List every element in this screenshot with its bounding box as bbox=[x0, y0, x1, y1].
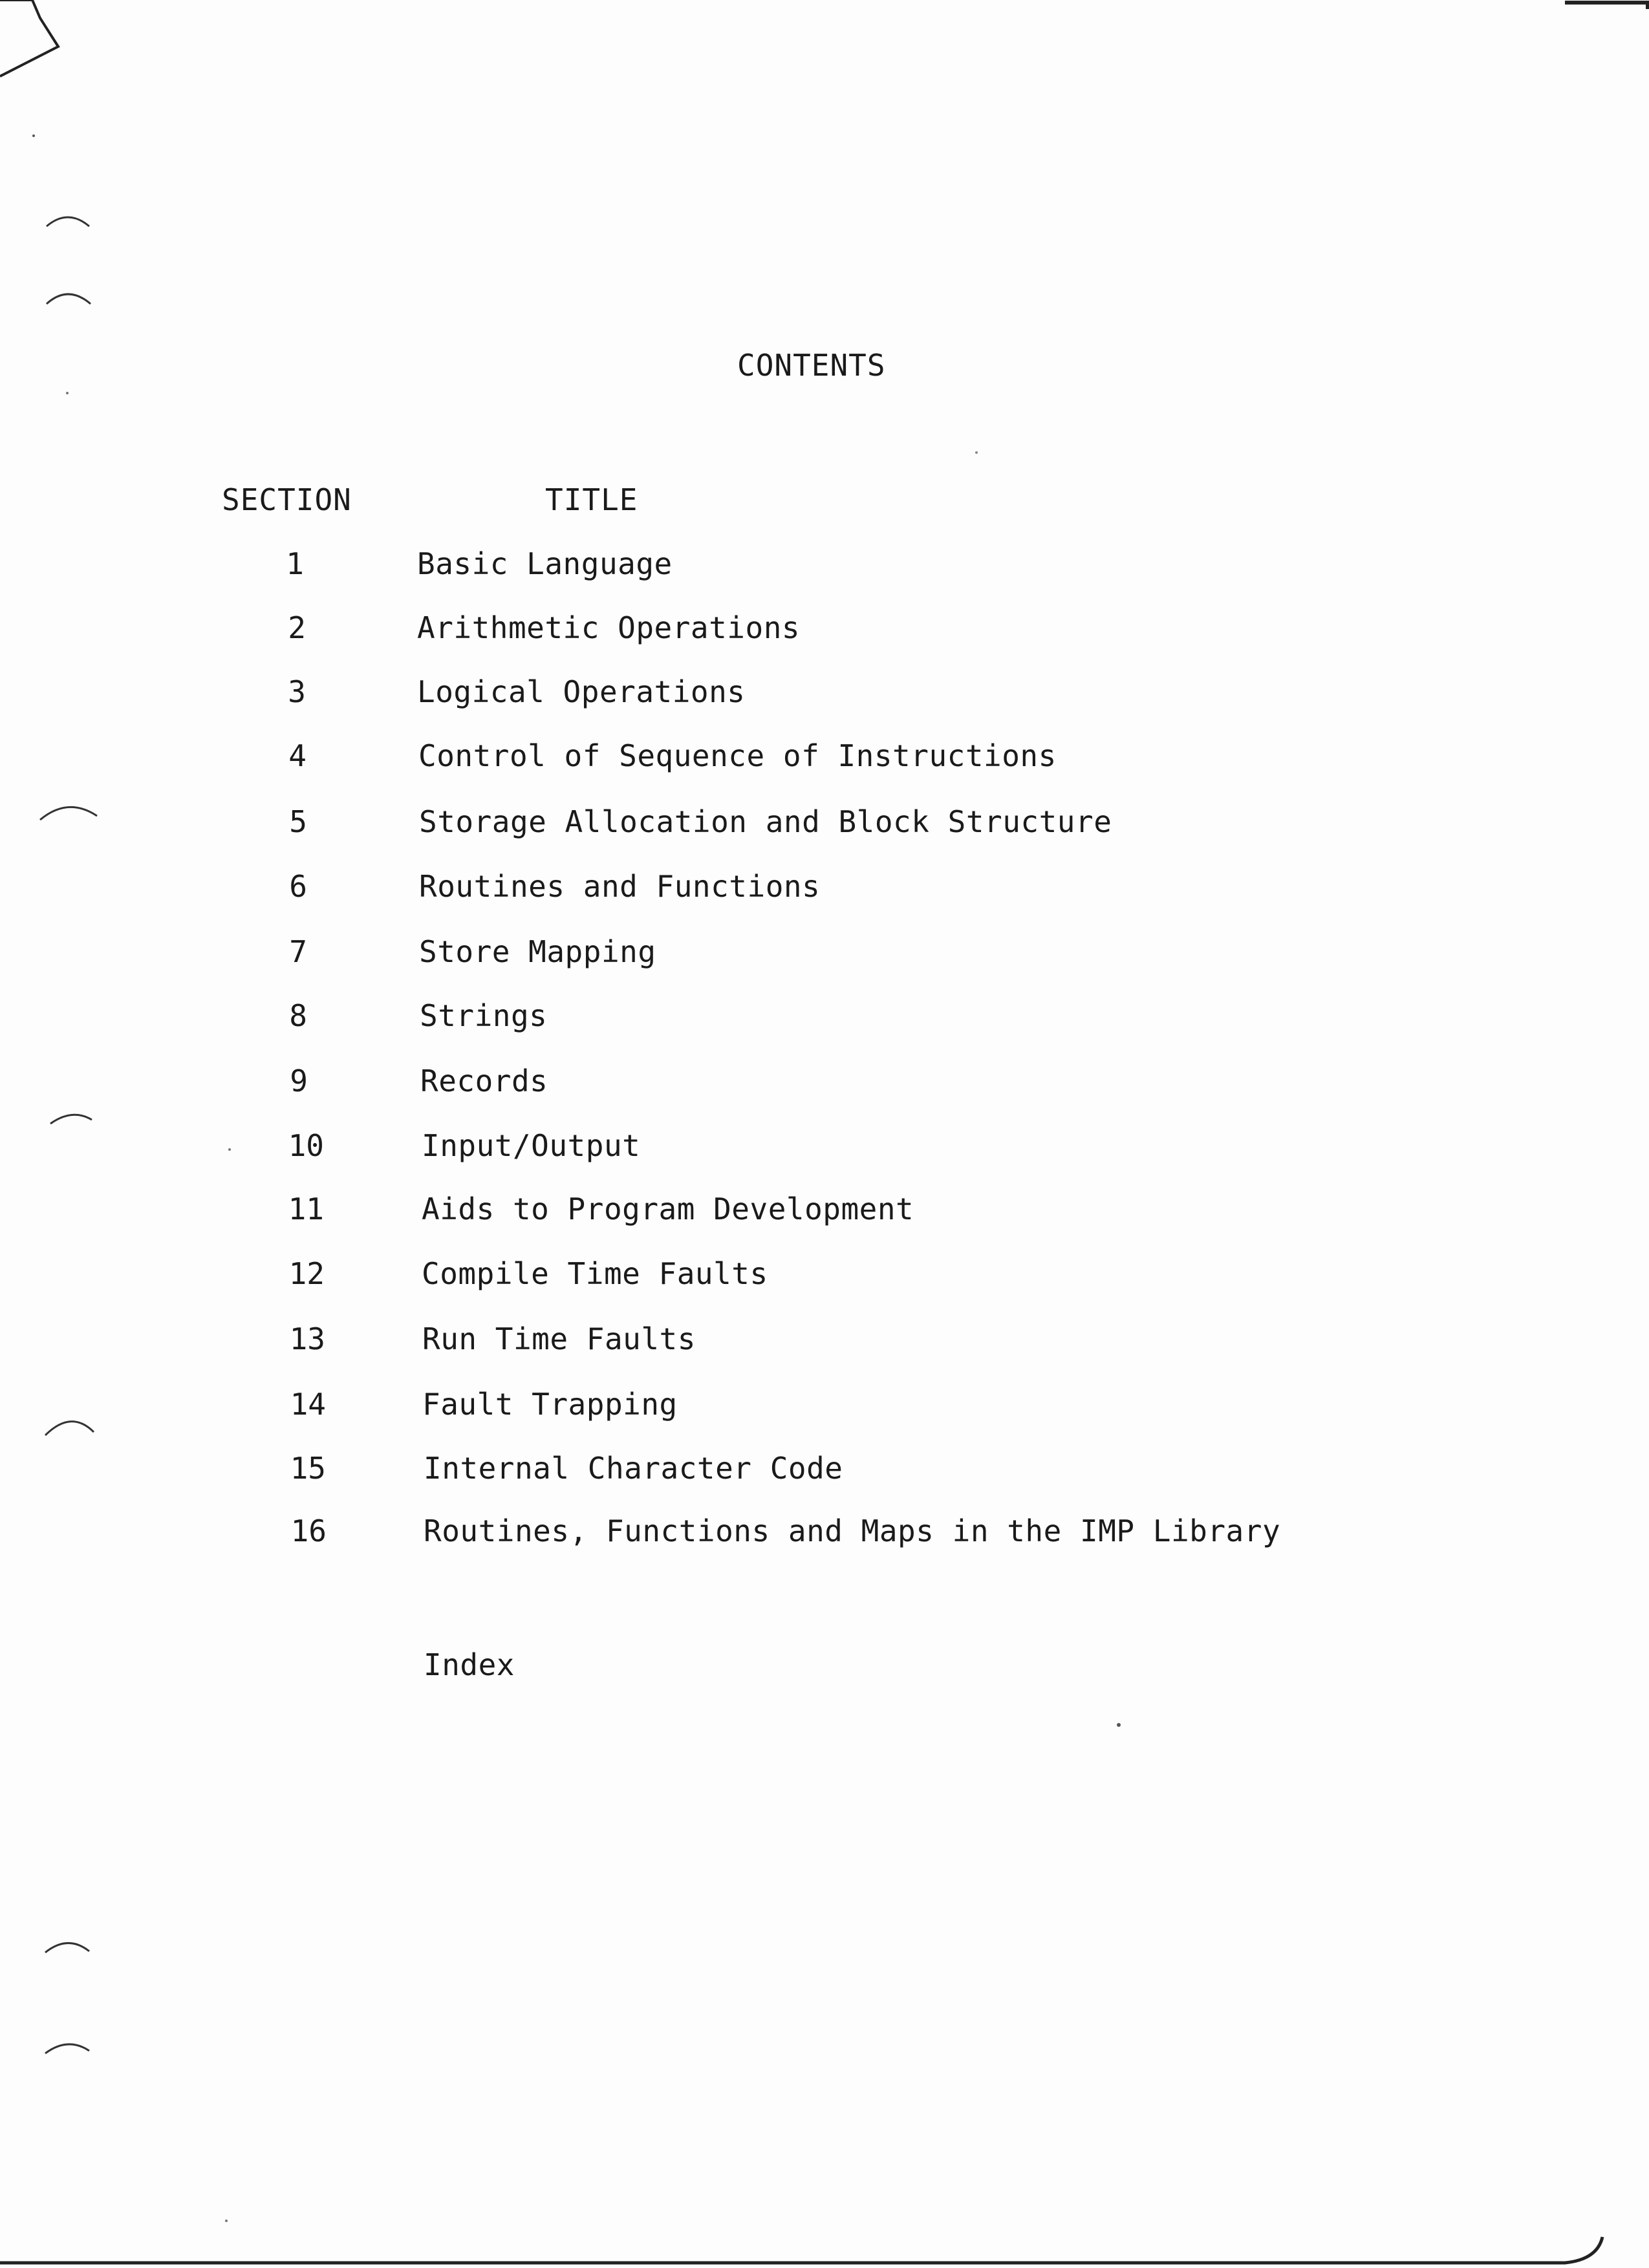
section-title: Arithmetic Operations bbox=[417, 610, 801, 645]
section-number: 1 bbox=[286, 546, 304, 581]
section-number: 14 bbox=[290, 1387, 326, 1422]
section-number: 4 bbox=[288, 738, 307, 773]
binder-hole-mark bbox=[47, 217, 89, 226]
title-column-header: TITLE bbox=[545, 482, 638, 517]
list-item bbox=[0, 1321, 1649, 1360]
section-number: 13 bbox=[289, 1321, 325, 1356]
section-number: 11 bbox=[288, 1192, 324, 1226]
section-number: 10 bbox=[288, 1128, 324, 1163]
list-item bbox=[0, 804, 1649, 843]
section-title: Strings bbox=[420, 998, 548, 1033]
list-item bbox=[0, 869, 1649, 908]
section-number: 6 bbox=[289, 869, 307, 904]
list-item bbox=[0, 674, 1649, 713]
section-title: Compile Time Faults bbox=[422, 1256, 768, 1291]
section-number: 12 bbox=[288, 1256, 325, 1291]
page-title: CONTENTS bbox=[737, 348, 886, 383]
section-title: Logical Operations bbox=[417, 674, 746, 709]
section-title: Aids to Program Development bbox=[422, 1192, 914, 1226]
section-column-header: SECTION bbox=[222, 482, 352, 517]
index-entry: Index bbox=[424, 1647, 515, 1682]
list-item bbox=[0, 1192, 1649, 1230]
section-number: 9 bbox=[290, 1064, 308, 1098]
list-item bbox=[0, 1514, 1649, 1552]
section-number: 3 bbox=[288, 674, 306, 709]
list-item bbox=[0, 610, 1649, 649]
list-item bbox=[0, 998, 1649, 1037]
binder-hole-mark bbox=[47, 294, 91, 304]
section-number: 15 bbox=[290, 1451, 326, 1486]
list-item bbox=[0, 1451, 1649, 1490]
section-title: Fault Trapping bbox=[422, 1387, 678, 1422]
binder-hole-mark bbox=[45, 1943, 89, 1952]
section-title: Store Mapping bbox=[419, 934, 656, 969]
section-title: Storage Allocation and Block Structure bbox=[419, 804, 1112, 839]
list-item bbox=[0, 1128, 1649, 1167]
section-title: Routines, Functions and Maps in the IMP Library bbox=[424, 1514, 1281, 1548]
section-title: Internal Character Code bbox=[424, 1451, 843, 1486]
list-item bbox=[0, 1256, 1649, 1295]
top-right-edge-mark bbox=[1565, 3, 1648, 9]
binder-hole-mark bbox=[45, 2044, 89, 2053]
section-title: Records bbox=[420, 1064, 548, 1098]
list-item bbox=[0, 1387, 1649, 1426]
list-item bbox=[0, 1064, 1649, 1102]
section-number: 7 bbox=[289, 934, 307, 969]
section-number: 2 bbox=[288, 610, 306, 645]
section-title: Control of Sequence of Instructions bbox=[418, 738, 1057, 773]
section-number: 8 bbox=[289, 998, 307, 1033]
list-item bbox=[0, 546, 1649, 585]
list-item bbox=[0, 738, 1649, 777]
list-item bbox=[0, 934, 1649, 973]
binder-hole-mark bbox=[50, 1115, 92, 1124]
folded-corner-mark bbox=[0, 0, 58, 76]
section-number: 16 bbox=[290, 1514, 327, 1548]
section-title: Run Time Faults bbox=[422, 1321, 696, 1356]
section-number: 5 bbox=[289, 804, 307, 839]
bottom-edge-line bbox=[0, 2237, 1602, 2263]
section-title: Basic Language bbox=[417, 546, 673, 581]
section-title: Input/Output bbox=[422, 1128, 641, 1163]
section-title: Routines and Functions bbox=[419, 869, 821, 904]
